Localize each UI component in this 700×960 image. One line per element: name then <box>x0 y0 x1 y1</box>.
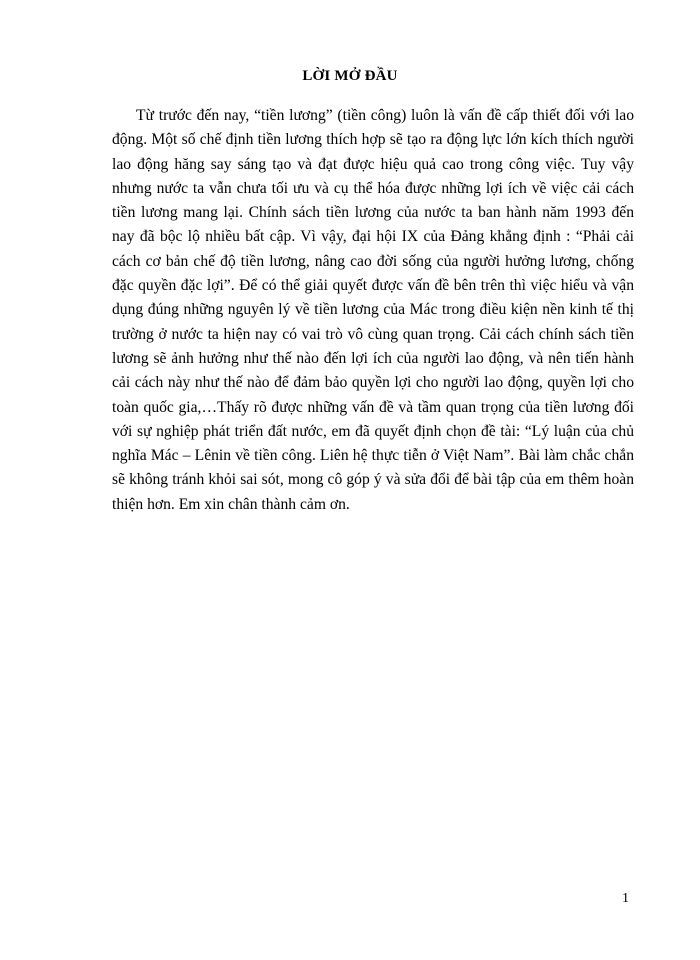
page-number: 1 <box>622 891 629 906</box>
body-paragraph: Từ trước đến nay, “tiền lương” (tiền công) luôn là vấn đề cấp thiết đối với lao động. Một số chế định tiền lương thích hợp sẽ tạo ra động lực lớn kích thích người lao động hăng say sáng tạo và đạt được hiệu quả cao trong công việc. Tuy vậy nhưng nước ta vẫn chưa tối ưu và cụ thể hóa được những lợi ích về việc cải cách tiền lương mang lại. Chính sách tiền lương của nước ta ban hành năm 1993 đến nay đã bộc lộ nhiều bất cập. Vì vậy, đại hội IX của Đảng khẳng định : “Phải cải cách cơ bản chế độ tiền lương, nâng cao đời sống của người hưởng lương, chống đặc quyền đặc lợi”. Để có thể giải quyết được vấn đề bên trên thì việc hiểu và vận dụng đúng những nguyên lý về tiền lương của Mác trong điều kiện nền kinh tế thị trường ở nước ta hiện nay có vai trò vô cùng quan trọng. Cải cách chính sách tiền lương sẽ ảnh hưởng như thế nào đến lợi ích của người lao động, và nên tiến hành cải cách này như thế nào để đảm bảo quyền lợi cho người lao động, quyền lợi cho toàn quốc gia,…Thấy rõ được những vấn đề và tầm quan trọng của tiền lương đối với sự nghiệp phát triển đất nước, em đã quyết định chọn đề tài: “Lý luận của chủ nghĩa Mác – Lênin về tiền công. Liên hệ thực tiễn ở Việt Nam”. Bài làm chắc chắn sẽ không tránh khỏi sai sót, mong cô góp ý và sửa đổi để bài tập của em thêm hoàn thiện hơn. Em xin chân thành cảm ơn. <box>112 107 634 513</box>
page-title: LỜI MỞ ĐẦU <box>302 68 398 84</box>
